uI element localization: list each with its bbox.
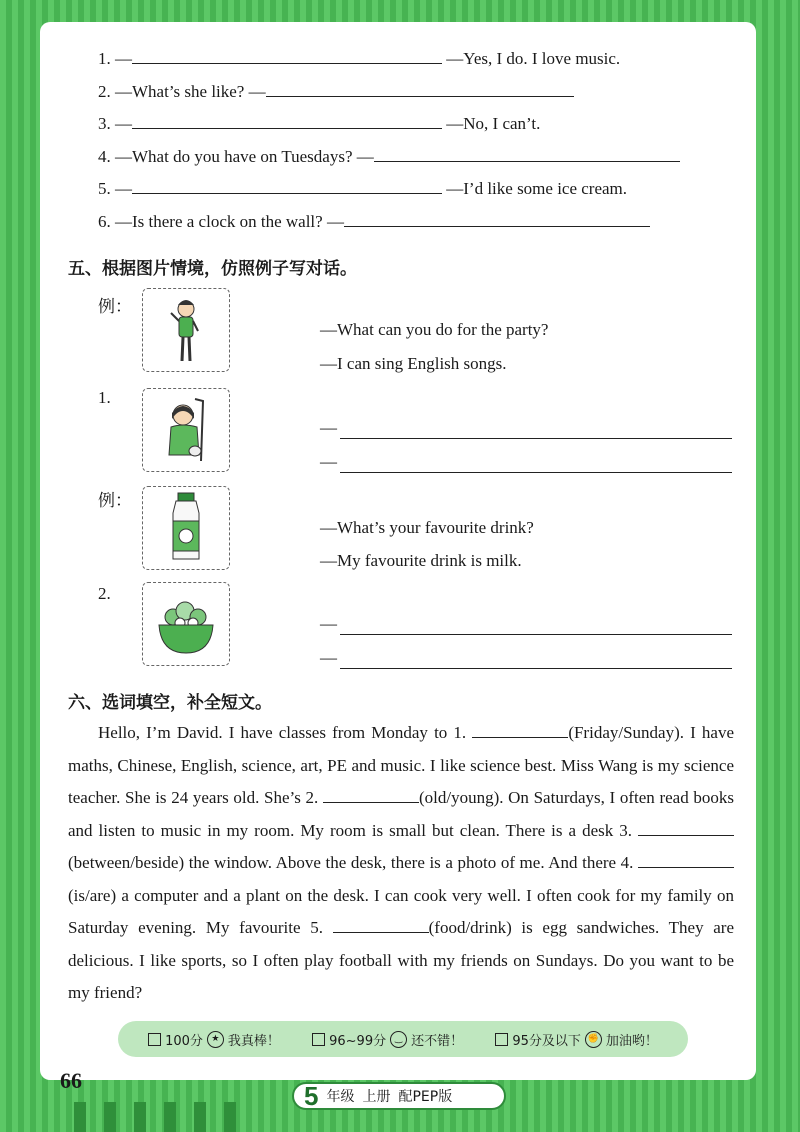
smile-face-icon: ‿ xyxy=(390,1031,407,1048)
q1-blank[interactable] xyxy=(132,47,442,64)
edition-label: 配PEP版 xyxy=(398,1089,453,1105)
q6-prompt: 6. —Is there a clock on the wall? — xyxy=(98,212,344,231)
q5-blank[interactable] xyxy=(132,177,442,194)
q6-line xyxy=(98,210,650,232)
score-option-95-below[interactable] xyxy=(495,1030,658,1049)
example1-q: —What can you do for the party? xyxy=(320,320,549,339)
milk-bottle-picture xyxy=(142,486,230,570)
cloze-text-2: (Friday/Sunday). I have maths, Chinese, English, science, art, PE and music. I like science best. Miss Wang is my science teacher. She is 24 years old. She’s 2. xyxy=(68,723,735,807)
q4-prompt: 4. —What do you have on Tuesdays? — xyxy=(98,147,374,166)
grade-label: 年级 xyxy=(326,1089,355,1105)
cloze-blank-2[interactable] xyxy=(323,788,419,803)
q1-answer: —Yes, I do. I love music. xyxy=(446,49,621,68)
score-comment-2: 还不错！ xyxy=(411,1033,464,1049)
cloze-paragraph xyxy=(68,717,734,1010)
boy-singing-picture xyxy=(142,288,230,372)
q2-blank[interactable] xyxy=(266,80,574,97)
q1-prompt: 1. — xyxy=(98,49,132,68)
example2-q: —What’s your favourite drink? xyxy=(320,518,534,537)
item2-answer-line2[interactable] xyxy=(340,668,732,669)
cloze-text-4: (between/beside) the window. Above the desk, there is a photo of me. And there 4. xyxy=(68,853,634,872)
grade-number: 5 xyxy=(304,1081,319,1111)
milk-bottle-icon xyxy=(143,487,229,569)
q2-prompt: 2. —What’s she like? — xyxy=(98,82,266,101)
item2-dash2: — xyxy=(320,648,337,667)
cloze-text-3: (old/young). On Saturdays, I often read books and listen to music in my room. My room is small but clean. There is a desk 3. xyxy=(68,788,734,840)
cloze-text-6: (food/drink) is egg sandwiches. They are delicious. I like sports, so I often play football with my friends on Sundays. Do you want to be my friend? xyxy=(68,918,735,1002)
term-label: 上册 xyxy=(362,1089,391,1105)
item1-answer-line2[interactable] xyxy=(340,472,732,473)
score-option-100[interactable] xyxy=(148,1030,280,1049)
item2-answer-line1[interactable] xyxy=(340,634,732,635)
salad-bowl-icon xyxy=(143,583,229,665)
q5-line xyxy=(98,177,627,199)
example2-a: —My favourite drink is milk. xyxy=(320,551,522,570)
girl-erhu-picture xyxy=(142,388,230,472)
page-number: 66 xyxy=(60,1068,82,1093)
q4-line xyxy=(98,145,680,167)
score-range-3: 95分及以下 xyxy=(512,1033,581,1049)
score-comment-3: 加油哟！ xyxy=(605,1033,658,1049)
q5-answer: —I’d like some ice cream. xyxy=(446,179,628,198)
item1-answer-line1[interactable] xyxy=(340,438,732,439)
grade-badge xyxy=(292,1082,506,1110)
cloze-blank-1[interactable] xyxy=(472,723,568,738)
item2-dash1: — xyxy=(320,614,337,633)
score-comment-1: 我真棒！ xyxy=(227,1033,280,1049)
cloze-blank-4[interactable] xyxy=(638,853,734,868)
q3-answer: —No, I can’t. xyxy=(446,114,541,133)
checkbox-icon[interactable] xyxy=(148,1033,161,1046)
q3-prompt: 3. — xyxy=(98,114,132,133)
example2-label: 例： xyxy=(98,491,132,510)
cloze-blank-3[interactable] xyxy=(638,821,734,836)
q2-line xyxy=(98,80,574,102)
score-range-2: 96~99分 xyxy=(329,1033,387,1049)
bottom-stripes xyxy=(74,1102,236,1132)
salad-picture xyxy=(142,582,230,666)
cloze-blank-5[interactable] xyxy=(333,918,429,933)
q6-blank[interactable] xyxy=(344,210,650,227)
section6-heading: 六、选词填空，补全短文。 xyxy=(68,693,272,713)
item1-dash2: — xyxy=(320,452,337,471)
checkbox-icon[interactable] xyxy=(312,1033,325,1046)
item2-label: 2. xyxy=(98,584,111,603)
star-face-icon: ★ xyxy=(207,1031,224,1048)
score-option-96-99[interactable] xyxy=(312,1030,463,1049)
q3-line xyxy=(98,112,540,134)
section5-heading: 五、根据图片情境，仿照例子写对话。 xyxy=(68,259,357,279)
item1-label: 1. xyxy=(98,388,111,407)
checkbox-icon[interactable] xyxy=(495,1033,508,1046)
boy-singing-icon xyxy=(143,289,229,371)
cloze-text-5: (is/are) a computer and a plant on the desk. I can cook very well. I often cook for my family on Saturday evening. My favourite 5. xyxy=(68,885,734,937)
score-range-1: 100分 xyxy=(165,1033,203,1049)
example1-label: 例： xyxy=(98,297,132,316)
q5-prompt: 5. — xyxy=(98,179,132,198)
girl-playing-instrument-icon xyxy=(143,389,229,471)
q3-blank[interactable] xyxy=(132,112,442,129)
item1-dash1: — xyxy=(320,418,337,437)
self-score-bar xyxy=(118,1021,688,1057)
q4-blank[interactable] xyxy=(374,145,680,162)
cloze-text-1: Hello, I’m David. I have classes from Monday to 1. xyxy=(98,723,467,742)
cheer-face-icon: ✊ xyxy=(585,1031,602,1048)
q1-line xyxy=(98,47,620,69)
example1-a: —I can sing English songs. xyxy=(320,354,507,373)
